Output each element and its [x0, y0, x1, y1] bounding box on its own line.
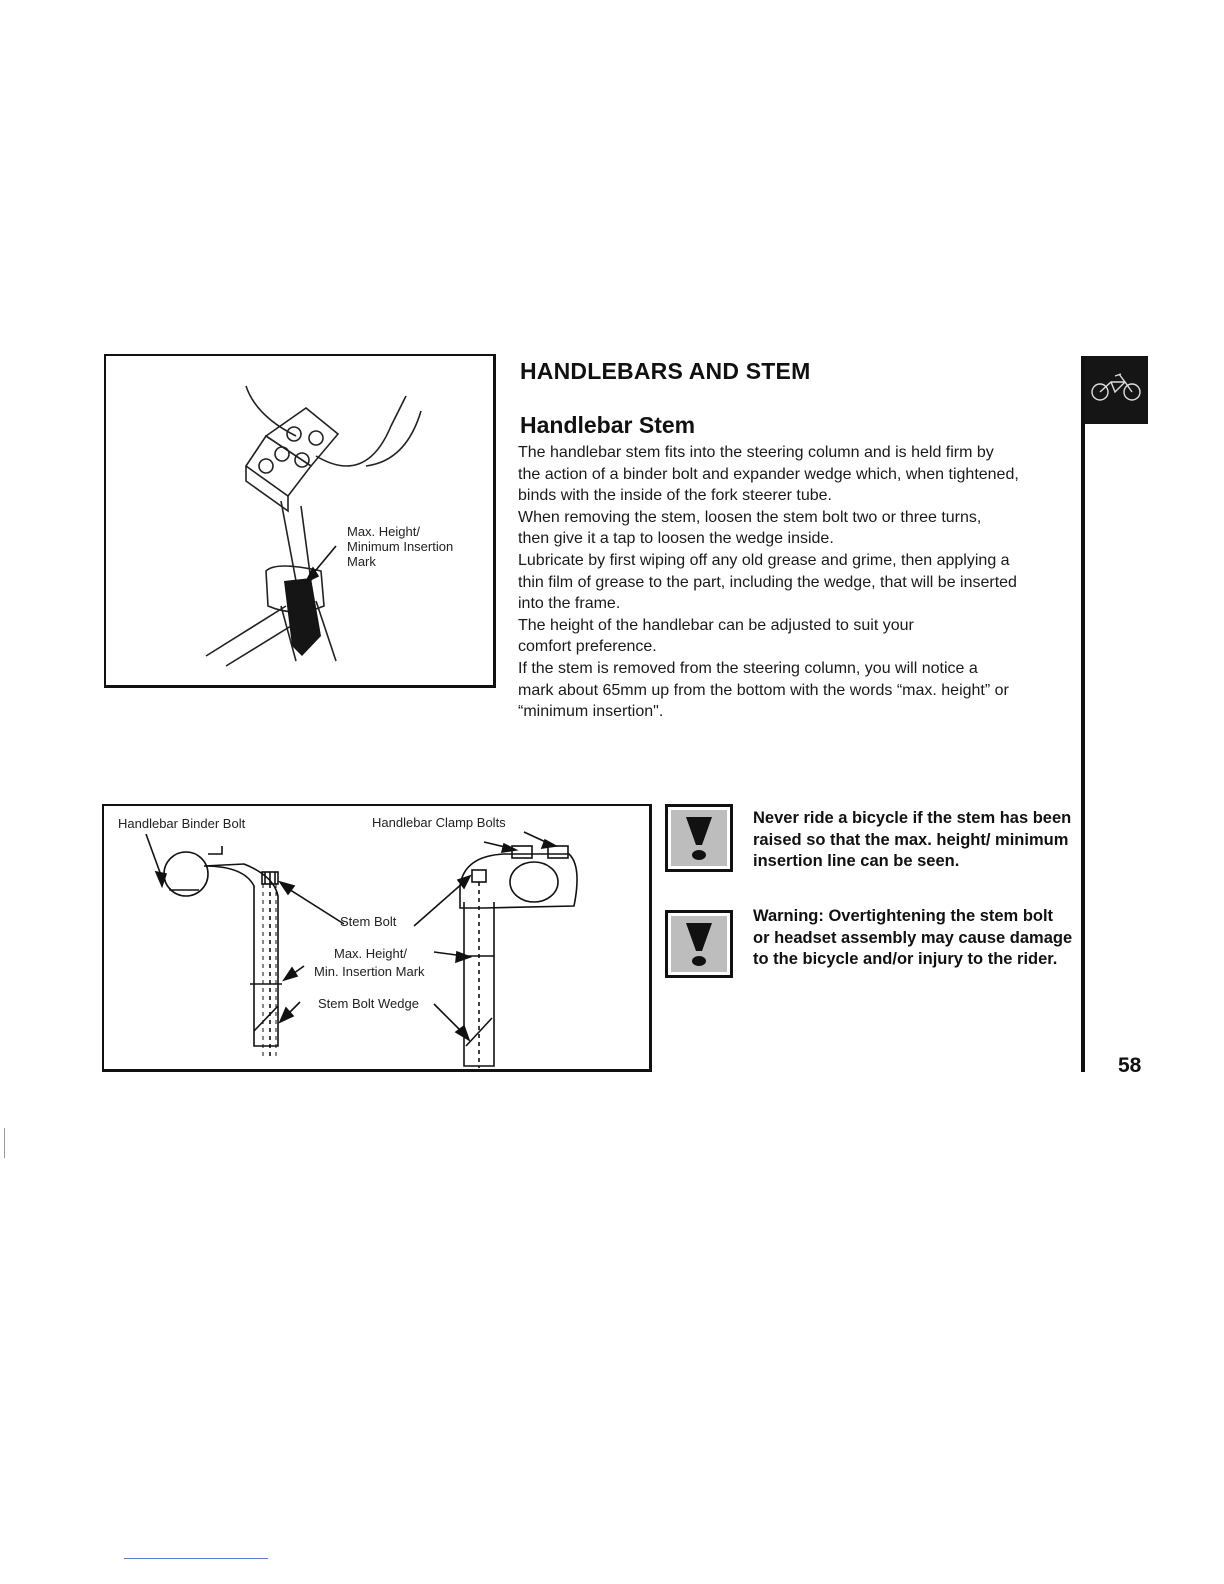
stem-bolt-label: Stem Bolt [340, 914, 397, 929]
stem-drawing [106, 356, 498, 690]
label-line: Mark [347, 554, 376, 569]
binder-bolt-label: Handlebar Binder Bolt [118, 816, 246, 831]
body-text [518, 442, 1074, 723]
bicycle-icon [1085, 356, 1148, 424]
paragraph: When removing the stem, loosen the stem bolt two or three turns, then give it a tap to loosen the wedge inside. [518, 508, 982, 548]
warning-text: Never ride a bicycle if the stem has been raised so that the max. height/ minimum insertion line can be seen. [753, 809, 1072, 870]
min-insertion-label: Min. Insertion Mark [314, 964, 425, 979]
section-tab [1085, 356, 1148, 424]
max-height-label [347, 524, 497, 569]
footer-line [124, 1558, 268, 1559]
subsection-title: Handlebar Stem [520, 412, 696, 438]
wedge-label: Stem Bolt Wedge [318, 996, 419, 1011]
warning-text: Warning: Overtightening the stem bolt or headset assembly may cause damage to the bicycle and/or injury to the rider. [753, 907, 1073, 968]
stem-illustration [104, 354, 496, 688]
stem-diagram [102, 804, 652, 1072]
warning-exclamation-icon [665, 804, 733, 872]
margin-mark [4, 1128, 5, 1158]
section-title: HANDLEBARS AND STEM [520, 358, 811, 384]
label-line: Max. Height/ [347, 524, 420, 539]
paragraph: Lubricate by first wiping off any old grease and grime, then applying a thin film of grease to the part, including the wedge, that will be inserted into the frame. [518, 551, 1017, 613]
label-line: Minimum Insertion [347, 539, 454, 554]
vertical-rule [1081, 356, 1085, 1072]
page-number: 58 [1118, 1054, 1142, 1077]
paragraph: If the stem is removed from the steering column, you will notice a mark about 65mm up from the bottom with the words “max. height” or “minimum insertion". [518, 659, 1009, 721]
stem-cross-section [104, 806, 654, 1074]
clamp-bolts-label: Handlebar Clamp Bolts [372, 815, 506, 830]
paragraph: The handlebar stem fits into the steering column and is held firm by the action of a binder bolt and expander wedge which, when tightened, binds with the inside of the fork steerer tube. [518, 444, 1019, 505]
max-height-label: Max. Height/ [334, 946, 407, 961]
warning-exclamation-icon [665, 910, 733, 978]
paragraph: The height of the handlebar can be adjusted to suit your comfort preference. [518, 616, 914, 656]
